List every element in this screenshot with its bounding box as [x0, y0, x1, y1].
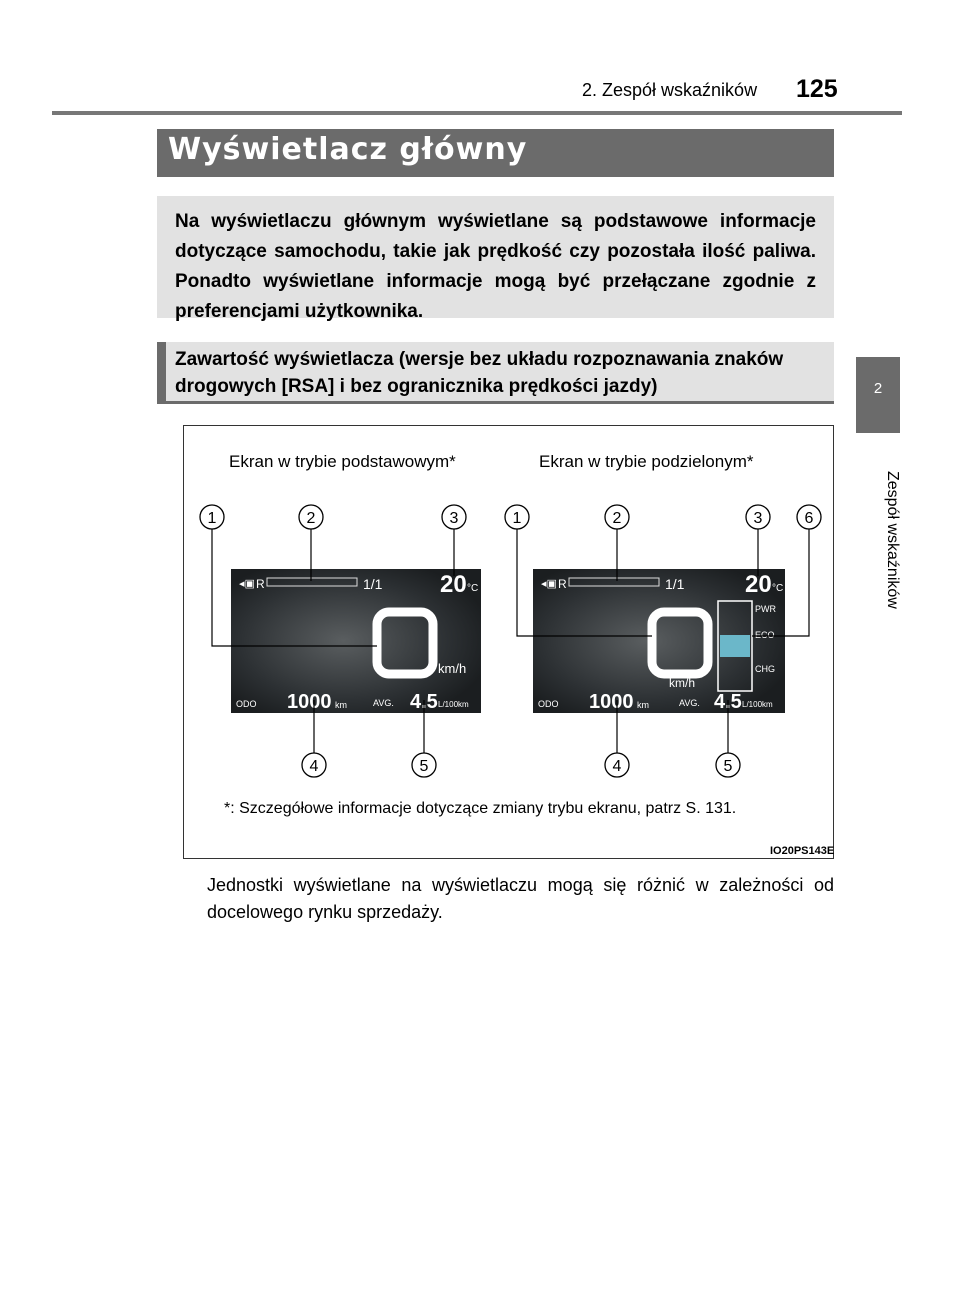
- chapter-number: 2: [873, 380, 883, 397]
- chapter-tab: [856, 357, 900, 433]
- figure-code: IO20PS143E: [770, 845, 835, 857]
- fraction: 1/1: [363, 576, 383, 592]
- section-title: 2. Zespół wskaźników: [582, 80, 758, 100]
- power-label-chg: CHG: [755, 664, 775, 674]
- temperature-unit: °C: [772, 583, 784, 594]
- page-title: Wyświetlacz główny: [168, 132, 528, 167]
- figure-footnote: *: Szczegółowe informacje dotyczące zmiany trybu ekranu, patrz S. 131.: [224, 800, 737, 817]
- fuel-icon: ◂▣: [239, 578, 255, 590]
- note-text: Jednostki wyświetlane na wyświetlaczu mogą się różnić w zależności od docelowego rynku sprzedaży.: [207, 875, 834, 922]
- temperature-unit: °C: [467, 583, 479, 594]
- callout-5: 5: [723, 758, 733, 775]
- temperature: 20: [440, 571, 467, 598]
- odo-label: ODO: [538, 699, 559, 709]
- page-number: 125: [796, 75, 838, 103]
- fraction: 1/1: [665, 576, 685, 592]
- power-label-eco: ECO: [755, 630, 775, 640]
- caption-basic: Ekran w trybie podstawowym*: [229, 452, 456, 471]
- callout-1: 1: [207, 510, 217, 527]
- avg-label: AVG.: [373, 698, 394, 708]
- power-meter-fill: [720, 635, 750, 657]
- odo-label: ODO: [236, 699, 257, 709]
- consumption-unit: L/100km: [742, 700, 773, 709]
- gear-indicator: R: [256, 577, 265, 591]
- consumption-unit: L/100km: [438, 700, 469, 709]
- callout-3: 3: [449, 510, 459, 527]
- power-label-pwr: PWR: [755, 604, 776, 614]
- callout-2: 2: [306, 510, 316, 527]
- consumption: 4.5: [714, 691, 742, 713]
- odometer: 1000: [589, 691, 634, 713]
- temperature: 20: [745, 571, 772, 598]
- callout-4: 4: [612, 758, 622, 775]
- gear-indicator: R: [558, 577, 567, 591]
- header-rule: [52, 111, 902, 115]
- odometer: 1000: [287, 691, 332, 713]
- speed-unit: km/h: [669, 676, 696, 690]
- screen-basic: [231, 569, 481, 713]
- callout-5: 5: [419, 758, 429, 775]
- consumption: 4.5: [410, 691, 438, 713]
- caption-split: Ekran w trybie podzielonym*: [539, 452, 754, 471]
- callout-6: 6: [804, 510, 814, 527]
- odometer-unit: km: [335, 700, 347, 710]
- subheading: Zawartość wyświetlacza (wersje bez układu rozpoznawania znaków drogowych [RSA] i bez ogranicznika prędkości jazdy): [175, 349, 784, 397]
- dashboard-figure: [183, 425, 834, 859]
- intro-text: Na wyświetlaczu głównym wyświetlane są podstawowe informacje dotyczące samochodu, takie jak prędkość czy pozostała ilość paliwa. Ponadto wyświetlane informacje mogą być przełączane zgodnie z preferencjami użytkownika.: [175, 211, 816, 322]
- avg-label: AVG.: [679, 698, 700, 708]
- callout-3: 3: [753, 510, 763, 527]
- odometer-unit: km: [637, 700, 649, 710]
- screen-split: [533, 569, 785, 713]
- fuel-icon: ◂▣: [541, 578, 557, 590]
- callout-1: 1: [512, 510, 522, 527]
- callout-2: 2: [612, 510, 622, 527]
- speed-unit: km/h: [438, 661, 467, 676]
- chapter-label: Zespół wskaźników: [884, 471, 901, 609]
- callout-4: 4: [309, 758, 319, 775]
